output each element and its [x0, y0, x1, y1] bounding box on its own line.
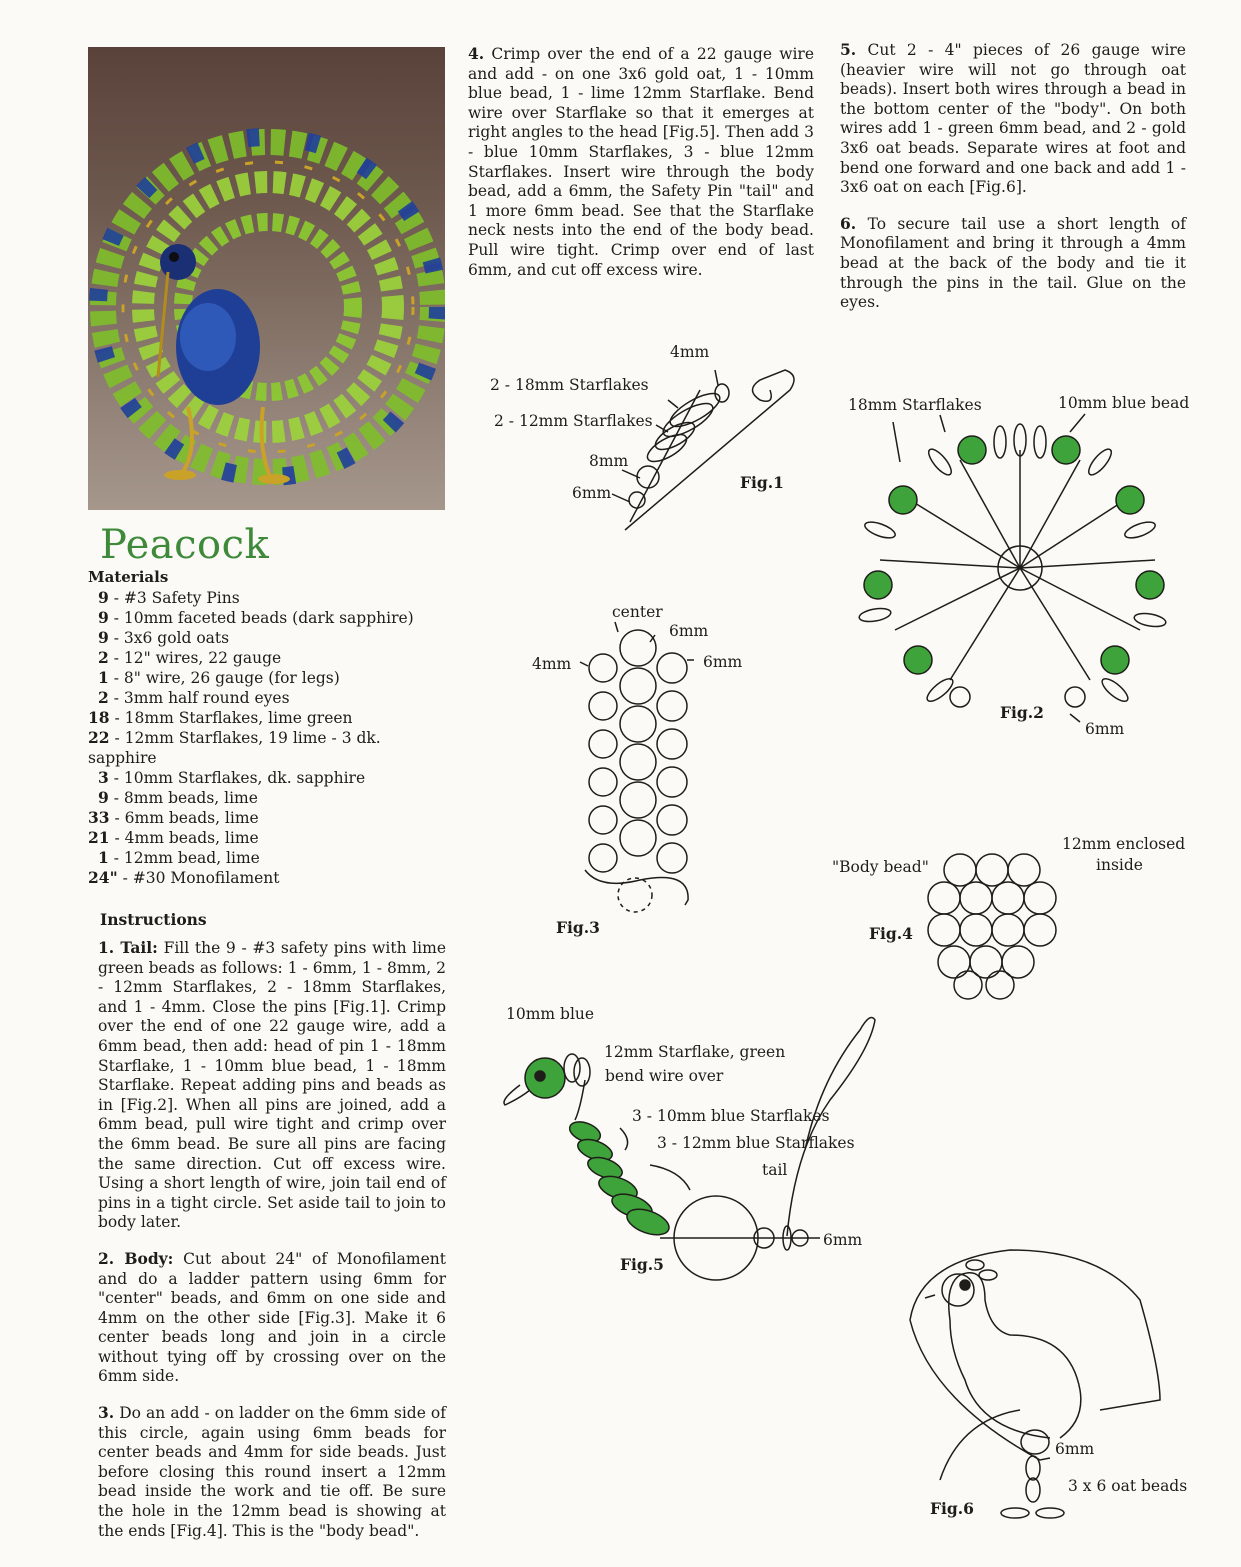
fig3-ladder — [580, 622, 694, 912]
fig5-callout-bend-wire: bend wire over — [605, 1067, 724, 1085]
list-item: 1 - 8" wire, 26 gauge (for legs) — [98, 668, 340, 687]
fig2-blue-beads — [864, 436, 1164, 674]
step-3: 3. Do an add - on ladder on the 6mm side of this circle, again using 6mm beads for center beads and 4mm for side beads. Just before closing this round insert a 12mm bead inside the work and tie off. Be sure the hole in the 12mm bead is showing at the ends [Fig.4]. This is the "body bead". — [98, 1403, 446, 1540]
list-item: 9 - 3x6 gold oats — [98, 628, 230, 647]
materials-heading: Materials — [88, 568, 169, 586]
step-1: 1. Tail: Fill the 9 - #3 safety pins with lime green beads as follows: 1 - 6mm, 1 - 8mm, 2 - 12mm Starflakes, 2 - 18mm Starflakes, and 1 - 4mm. Close the pins [Fig.1]. Crimp over the end of one 22 gauge wire, add a 6mm bead, then add: head of pin 1 - 18mm Starflake, 1 - 10mm blue bead, 1 - 18mm Starflake. Repeat adding pins and beads as in [Fig.2]. When all pins are joined, add a 6mm bead, pull wire tight and crimp over the 6mm bead. Be sure all pins are facing the same direction. Cut off excess wire. Using a short length of wire, join tail end of pins in a tight circle. Set aside tail to join to body later. — [98, 938, 447, 1232]
list-item: 33 - 6mm beads, lime — [88, 808, 259, 827]
fig1-safety-pin — [612, 370, 794, 530]
fig6-callout-oat-beads: 3 x 6 oat beads — [1068, 1477, 1188, 1495]
fig4-callout-inside: inside — [1096, 856, 1143, 874]
list-item: 21 - 4mm beads, lime — [88, 828, 259, 847]
fig6-label: Fig.6 — [930, 1499, 974, 1518]
step-5: 5. Cut 2 - 4" pieces of 26 gauge wire (heavier wire will not go through oat beads). Insert both wires through a bead in the bottom center of the "body". On both wires add 1 - green 6mm bead, and 2 - gold 3x6 oat beads. Separate wires at foot and bend one forward and one back and add 1 - 3x6 oat on each [Fig.6]. — [840, 40, 1186, 197]
page-title: Peacock — [100, 522, 270, 568]
fig3-label: Fig.3 — [556, 918, 600, 937]
list-item: 9 - #3 Safety Pins — [98, 588, 240, 607]
list-item: 2 - 3mm half round eyes — [98, 688, 290, 707]
fig5-label: Fig.5 — [620, 1255, 664, 1274]
fig2-label: Fig.2 — [1000, 703, 1044, 722]
fig1-label: Fig.1 — [740, 473, 784, 492]
fig3-callout-6mm-side: 6mm — [703, 653, 743, 671]
fig2-callout-starflakes: 18mm Starflakes — [848, 396, 982, 414]
fig2-callout-blue-bead: 10mm blue bead — [1058, 394, 1190, 412]
fig5-callout-10mm-starflakes: 3 - 10mm blue Starflakes — [632, 1107, 830, 1125]
fig5-callout-starflake-green: 12mm Starflake, green — [604, 1043, 786, 1061]
fig1-callout-12mm: 2 - 12mm Starflakes — [494, 412, 653, 430]
step-2: 2. Body: Cut about 24" of Monofilament and do a ladder pattern using 6mm for "center" beads, and 6mm on one side and 4mm on the other side [Fig.3]. Make it 6 center beads long and join in a circle without tying off by crossing over on the 6mm side. — [98, 1248, 446, 1386]
list-item: 9 - 8mm beads, lime — [98, 788, 258, 807]
fig3-callout-6mm-top: 6mm — [669, 622, 709, 640]
fig5-callout-6mm: 6mm — [823, 1231, 863, 1249]
fig4-body-bead — [928, 854, 1056, 999]
fig1-callout-6mm: 6mm — [572, 484, 612, 502]
fig6-callout-6mm: 6mm — [1055, 1440, 1095, 1458]
fig3-callout-4mm: 4mm — [532, 655, 572, 673]
fig2-callout-6mm: 6mm — [1085, 720, 1125, 738]
fig5-callout-12mm-starflakes: 3 - 12mm blue Starflakes — [657, 1134, 855, 1152]
list-item: 3 - 10mm Starflakes, dk. sapphire — [98, 768, 366, 787]
list-item: 1 - 12mm bead, lime — [98, 848, 260, 867]
fig1-callout-18mm: 2 - 18mm Starflakes — [490, 376, 649, 394]
fig2-tail-wheel — [858, 414, 1167, 722]
list-item: 24" - #30 Monofilament — [88, 868, 280, 887]
list-item: 9 - 10mm faceted beads (dark sapphire) — [98, 608, 414, 627]
fig5-callout-tail: tail — [762, 1161, 788, 1179]
list-item: 22 - 12mm Starflakes, 19 lime - 3 dk. sapphire — [88, 728, 381, 767]
fig3-callout-center: center — [612, 603, 663, 621]
fig1-callout-8mm: 8mm — [589, 452, 629, 470]
step-6: 6. To secure tail use a short length of Monofilament and bring it through a 4mm bead at the back of the body and tie it through the pins in the tail. Glue on the eyes. — [840, 213, 1186, 312]
fig5-callout-10mm-blue: 10mm blue — [506, 1005, 595, 1023]
fig1-callout-4mm: 4mm — [670, 343, 710, 361]
step-4: 4. Crimp over the end of a 22 gauge wire and add - on one 3x6 gold oat, 1 - 10mm blue bead, 1 - lime 12mm Starflake. Bend wire over Starflake so that it emerges at right angles to the head [Fig.5]. Then add 3 - blue 10mm Starflakes, 3 - blue 12mm Starflakes. Insert wire through the body bead, add a 6mm, the Safety Pin "tail" and 1 more 6mm bead. See that the Starflake neck nests into the end of the body bead. Pull wire tight. Crimp over end of last 6mm, and cut off excess wire. — [468, 44, 814, 279]
list-item: 2 - 12" wires, 22 gauge — [98, 648, 282, 667]
instructions-heading: Instructions — [100, 910, 207, 929]
fig4-callout-enclosed: 12mm enclosed — [1062, 835, 1186, 853]
fig4-label: Fig.4 — [869, 924, 913, 943]
list-item: 18 - 18mm Starflakes, lime green — [88, 708, 353, 727]
fig4-callout-body-bead: "Body bead" — [832, 858, 929, 876]
